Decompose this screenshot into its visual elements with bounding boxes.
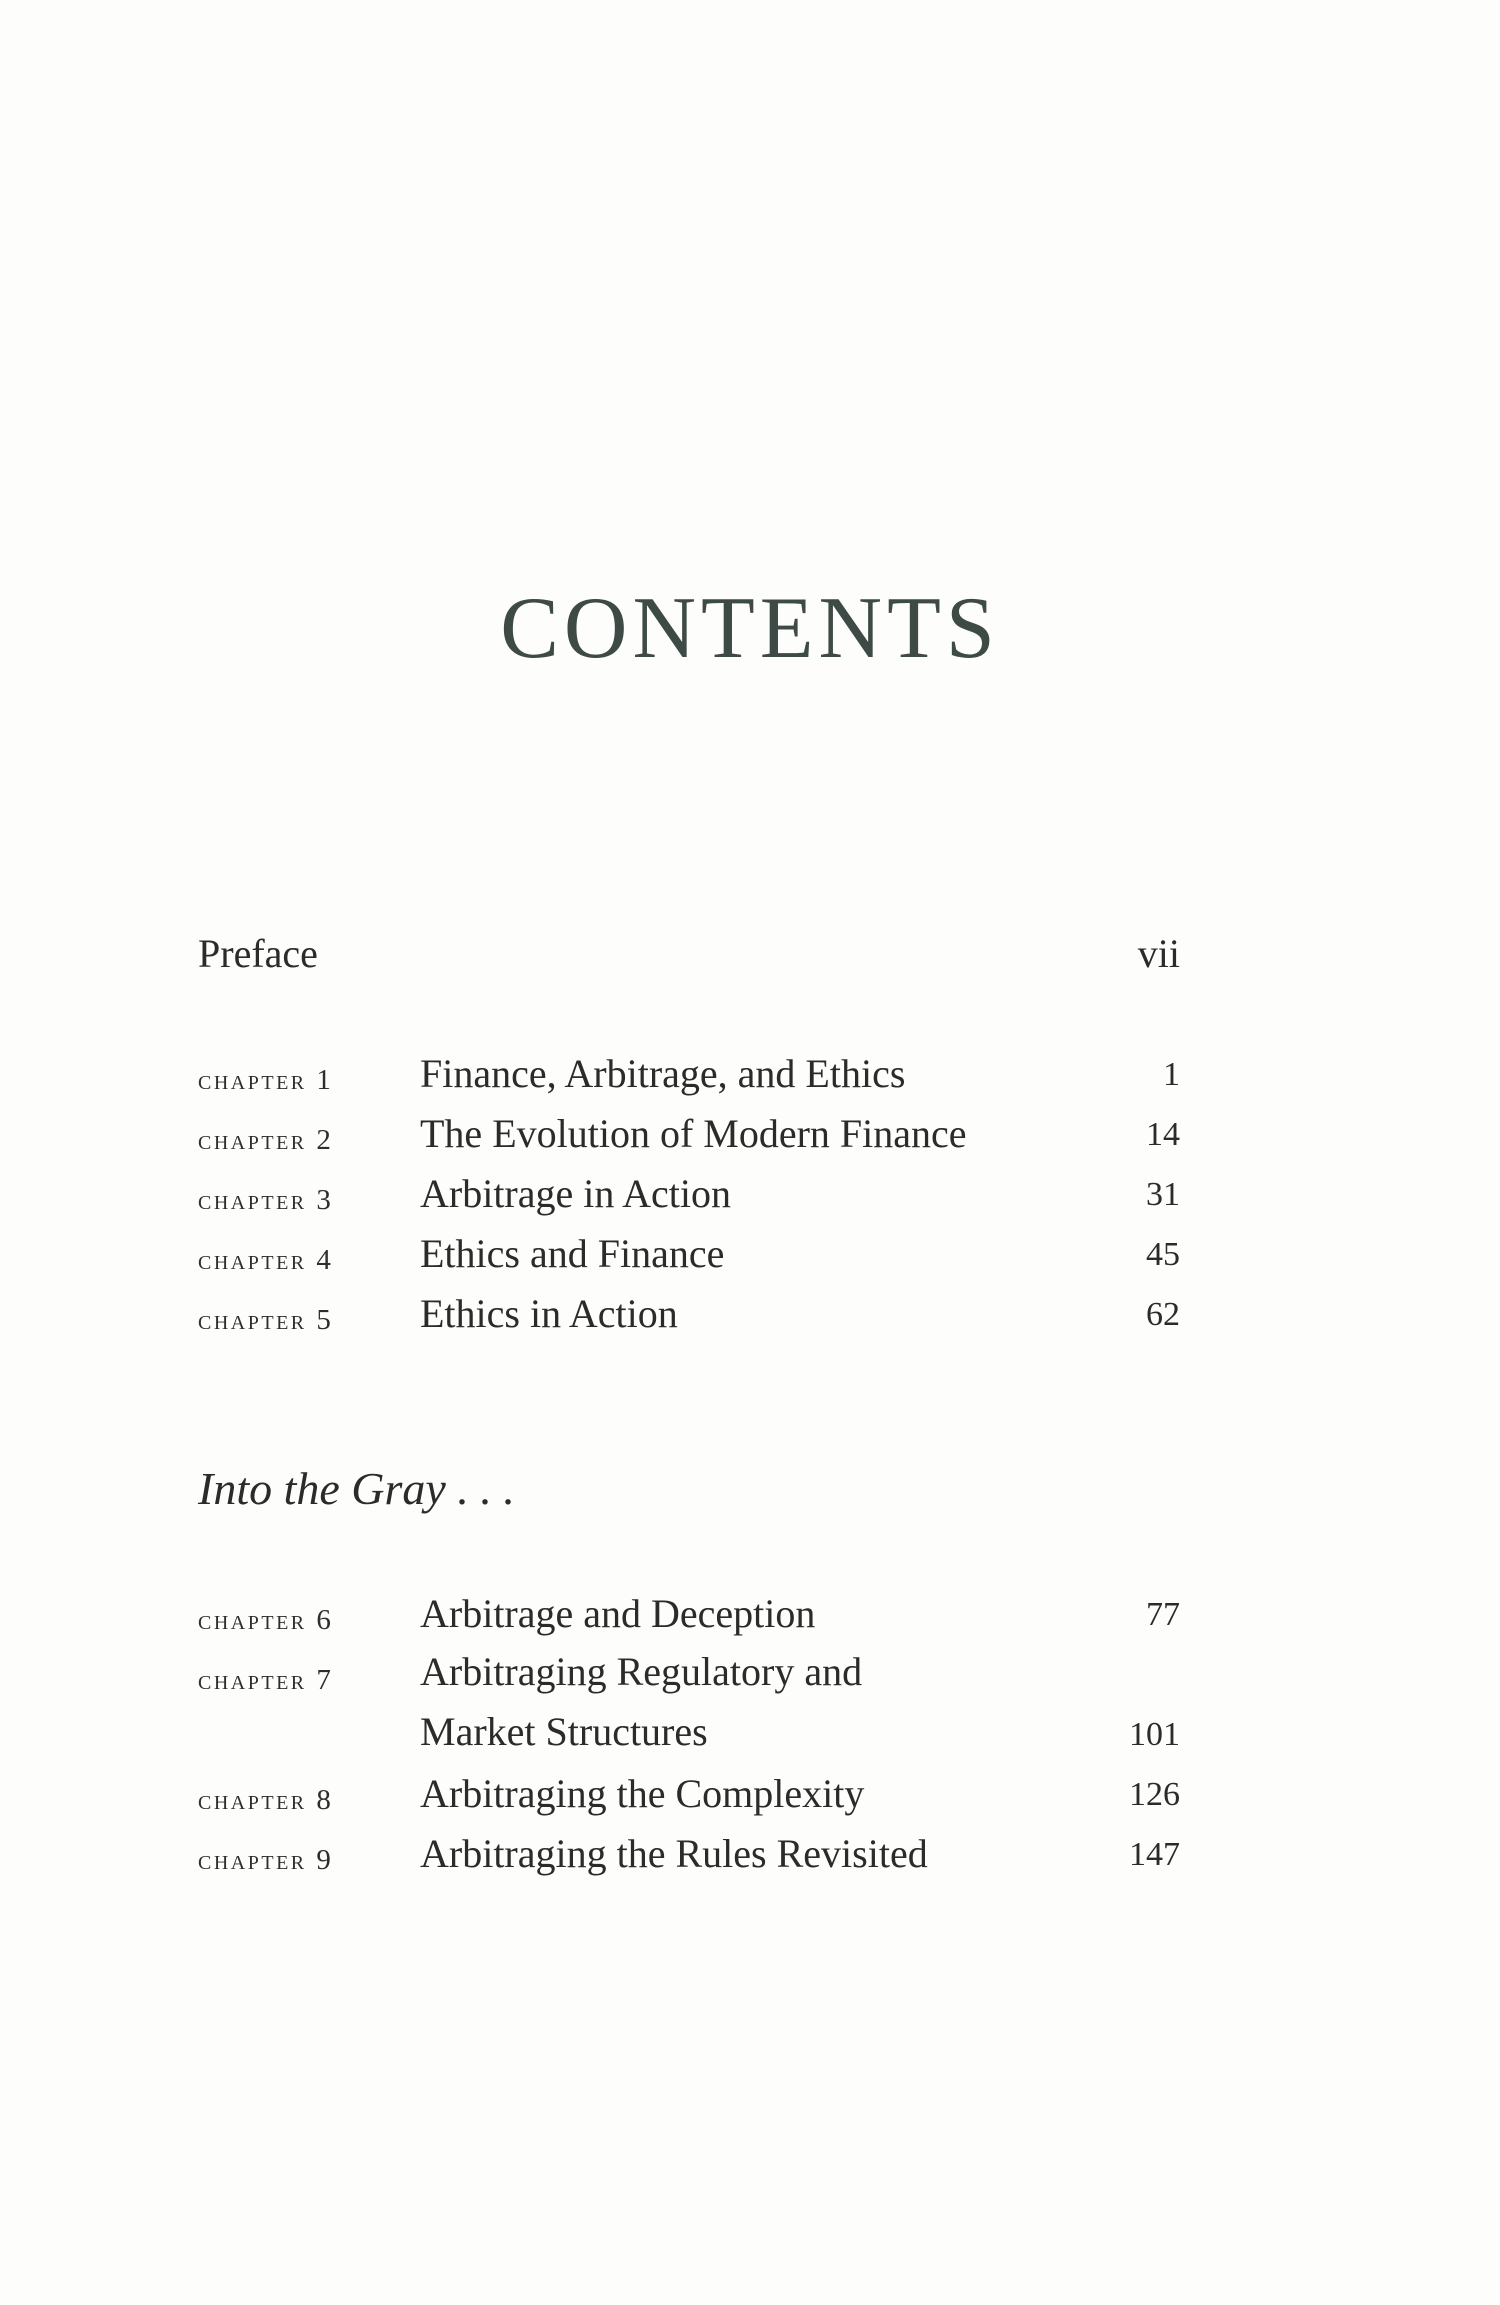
section-heading: Into the Gray . . . (198, 1463, 515, 1514)
chapter-title-line-1: Arbitraging Regulatory and (420, 1649, 863, 1694)
chapter-title (420, 1642, 862, 1762)
chapter-title: Ethics in Action (420, 1291, 678, 1336)
toc-entry-chapter-2[interactable] (198, 1110, 1180, 1170)
chapter-title-line-2: Market Structures (420, 1709, 708, 1754)
chapter-title: Ethics and Finance (420, 1231, 725, 1276)
chapter-label: chapter 5 (198, 1304, 334, 1336)
chapter-title: Arbitraging the Rules Revisited (420, 1831, 928, 1876)
toc-entry-preface[interactable] (198, 930, 1180, 980)
chapter-label: chapter 2 (198, 1124, 334, 1156)
toc-entry-chapter-7[interactable] (198, 1650, 1180, 1770)
chapter-page-number: 1 (1163, 1056, 1180, 1093)
chapter-label: chapter 3 (198, 1184, 334, 1216)
chapter-label: chapter 4 (198, 1244, 334, 1276)
chapter-page-number: 77 (1146, 1596, 1180, 1633)
chapter-label: chapter 8 (198, 1784, 334, 1816)
chapter-page-number: 126 (1129, 1776, 1180, 1813)
chapter-page-number: 14 (1146, 1116, 1180, 1153)
chapter-title: The Evolution of Modern Finance (420, 1111, 967, 1156)
chapter-title: Finance, Arbitrage, and Ethics (420, 1051, 906, 1096)
chapter-title: Arbitrage and Deception (420, 1591, 816, 1636)
toc-entry-chapter-3[interactable] (198, 1170, 1180, 1230)
chapter-page-number: 45 (1146, 1236, 1180, 1273)
chapter-page-number: 101 (1129, 1716, 1180, 1753)
chapter-title: Arbitraging the Complexity (420, 1771, 865, 1816)
toc-entry-page-number: vii (1137, 931, 1180, 976)
chapter-page-number: 31 (1146, 1176, 1180, 1213)
toc-entry-chapter-5[interactable] (198, 1290, 1180, 1350)
toc-entry-chapter-8[interactable] (198, 1770, 1180, 1830)
toc-entry-chapter-4[interactable] (198, 1230, 1180, 1290)
toc-entry-chapter-1[interactable] (198, 1050, 1180, 1110)
chapter-label: chapter 1 (198, 1064, 334, 1096)
chapter-label: chapter 7 (198, 1664, 334, 1696)
chapter-page-number: 62 (1146, 1296, 1180, 1333)
page-title: CONTENTS (500, 580, 1000, 677)
toc-entry-chapter-6[interactable] (198, 1590, 1180, 1650)
chapter-label: chapter 9 (198, 1844, 334, 1876)
toc-entry-chapter-9[interactable] (198, 1830, 1180, 1890)
chapter-title: Arbitrage in Action (420, 1171, 732, 1216)
chapter-label: chapter 6 (198, 1604, 334, 1636)
chapter-page-number: 147 (1129, 1836, 1180, 1873)
toc-entry-title: Preface (198, 931, 318, 976)
